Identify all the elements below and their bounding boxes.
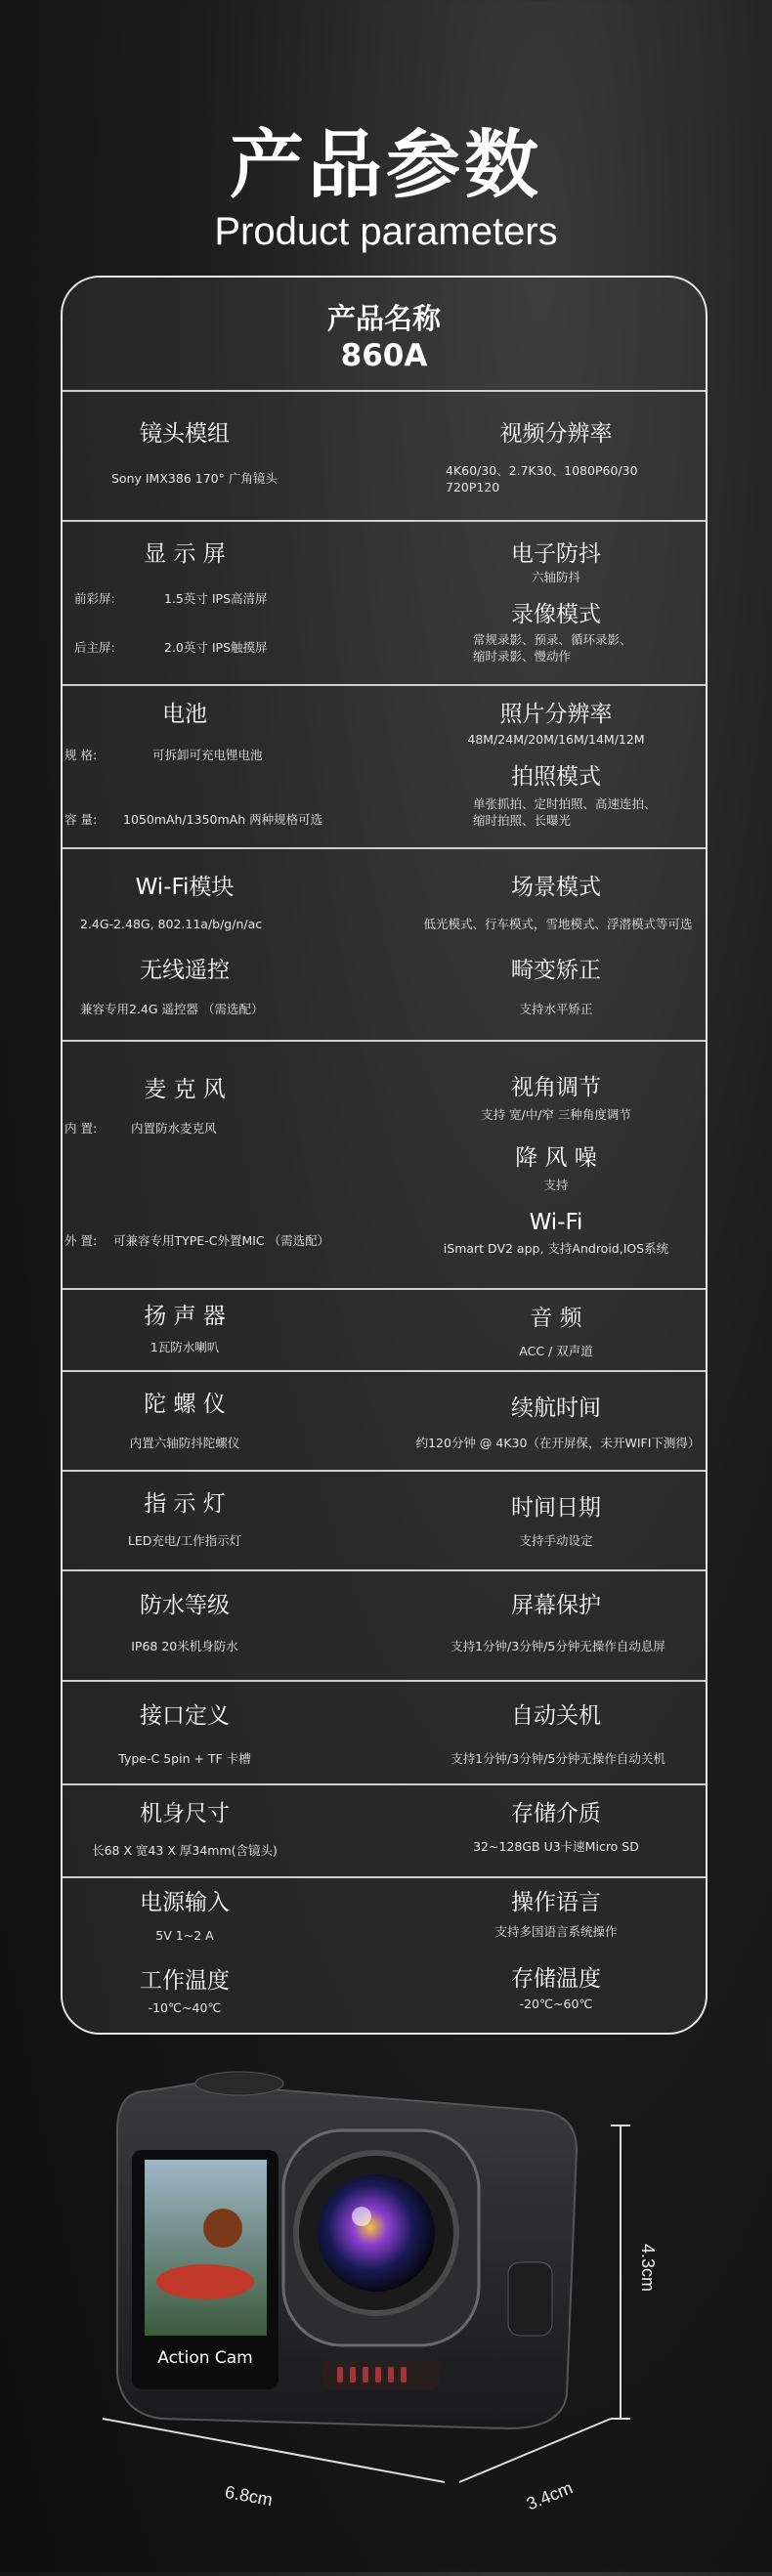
power-value: 5V 1~2 A <box>155 1928 214 1943</box>
datetime-title: 时间日期 <box>511 1495 601 1521</box>
scene-title: 场景模式 <box>511 875 601 900</box>
screensaver-value: 支持1分钟/3分钟/5分钟无操作自动息屏 <box>450 1639 665 1653</box>
indicator-value: LED充电/工作指示灯 <box>127 1533 242 1548</box>
size-value: 长68 X 宽43 X 厚34mm(含镜头) <box>92 1843 278 1858</box>
remote-value: 兼容专用2.4G 遥控器 （需选配） <box>80 1002 264 1016</box>
camera-illustration <box>0 2052 772 2572</box>
interface-value: Type-C 5pin + TF 卡槽 <box>118 1751 251 1766</box>
wifi-module-title: Wi-Fi模块 <box>135 875 235 900</box>
spec-row <box>63 390 706 520</box>
screensaver-title: 屏幕保护 <box>511 1593 601 1618</box>
st-temp-title: 存储温度 <box>511 1966 601 1992</box>
page-title-en: Product parameters <box>214 210 558 253</box>
mic-in-value: 内置防水麦克风 <box>131 1121 217 1136</box>
distortion-value: 支持水平矫正 <box>519 1002 593 1016</box>
mic-title: 麦 克 风 <box>144 1077 226 1102</box>
op-temp-title: 工作温度 <box>140 1968 230 1994</box>
autooff-value: 支持1分钟/3分钟/5分钟无操作自动关机 <box>450 1751 665 1766</box>
size-title: 机身尺寸 <box>140 1801 230 1826</box>
wind-title: 降 风 噪 <box>515 1145 597 1171</box>
spec-row <box>63 847 706 1040</box>
endurance-value: 约120分钟 @ 4K30（在开屏保，未开WIFI下测得） <box>415 1436 701 1450</box>
spec-table <box>61 276 708 2035</box>
stab-value: 六轴防抖 <box>531 570 580 584</box>
wind-value: 支持 <box>543 1178 569 1192</box>
storage-title: 存储介质 <box>511 1801 601 1826</box>
wifi-value: iSmart DV2 app, 支持Android,IOS系统 <box>443 1241 669 1256</box>
indicator-title: 指 示 灯 <box>144 1491 226 1517</box>
distortion-title: 畸变矫正 <box>511 958 601 983</box>
speaker-value: 1瓦防水喇叭 <box>150 1340 220 1354</box>
video-res-value1: 4K60/30、2.7K30、1080P60/30 <box>446 463 638 478</box>
dimension-width: 6.8cm <box>223 2481 275 2511</box>
photo-mode-title: 拍照模式 <box>511 764 601 790</box>
rec-mode-value2: 缩时录影、慢动作 <box>473 649 572 664</box>
photo-res-title: 照片分辨率 <box>499 702 613 727</box>
photo-mode-value2: 缩时拍照、长曝光 <box>473 813 572 828</box>
spec-row <box>63 520 706 684</box>
mic-ext-label: 外 置: <box>64 1233 98 1248</box>
battery-spec-value: 可拆卸可充电锂电池 <box>152 748 263 762</box>
product-model: 860A <box>340 338 428 373</box>
spec-row <box>63 1783 706 1876</box>
power-title: 电源输入 <box>140 1890 230 1915</box>
battery-cap-value: 1050mAh/1350mAh 两种规格可选 <box>123 812 323 827</box>
lens-title: 镜头模组 <box>140 421 230 447</box>
spec-row <box>63 1470 706 1569</box>
video-res-value2: 720P120 <box>446 480 500 494</box>
gyro-value: 内置六轴防抖陀螺仪 <box>129 1436 240 1450</box>
spec-row <box>63 684 706 847</box>
interface-title: 接口定义 <box>140 1703 230 1729</box>
spec-row <box>63 1954 706 2035</box>
mic-ext-value: 可兼容专用TYPE-C外置MIC （需选配） <box>113 1233 330 1248</box>
st-temp-value: -20℃~60℃ <box>519 1996 593 2011</box>
scene-value: 低光模式、行车模式，雪地模式、浮潜模式等可选 <box>423 917 693 931</box>
language-title: 操作语言 <box>511 1890 601 1915</box>
lens-value: Sony IMX386 170° 广角镜头 <box>111 471 278 486</box>
audio-title: 音 频 <box>530 1306 582 1331</box>
dimension-height: 4.3cm <box>638 2243 659 2293</box>
waterproof-value: IP68 20米机身防水 <box>131 1639 238 1653</box>
screen-front-label: 前彩屏: <box>74 591 115 606</box>
rec-mode-value1: 常规录影、预录、循环录影、 <box>473 632 632 647</box>
product-name-row <box>63 278 706 390</box>
audio-value: ACC / 双声道 <box>519 1344 593 1358</box>
mic-in-label: 内 置: <box>64 1121 98 1136</box>
spec-row <box>63 1876 706 1954</box>
fov-title: 视角调节 <box>511 1075 601 1100</box>
camera-screen-text: Action Cam <box>157 2348 253 2368</box>
autooff-title: 自动关机 <box>511 1703 601 1729</box>
wifi-module-value: 2.4G-2.48G, 802.11a/b/g/n/ac <box>80 917 263 931</box>
screen-title: 显 示 屏 <box>144 541 226 567</box>
remote-title: 无线遥控 <box>140 958 230 983</box>
spec-row <box>63 1040 706 1288</box>
screen-front-value: 1.5英寸 IPS高清屏 <box>164 591 268 606</box>
spec-row <box>63 1680 706 1783</box>
screen-rear-label: 后主屏: <box>74 640 115 655</box>
language-value: 支持多国语言系统操作 <box>494 1924 618 1939</box>
op-temp-value: -10℃~40℃ <box>148 2000 222 2015</box>
screen-rear-value: 2.0英寸 IPS触摸屏 <box>164 640 268 655</box>
camera-drawing <box>0 2052 772 2572</box>
photo-mode-value1: 单张抓拍、定时拍照、高速连拍、 <box>473 796 657 811</box>
dimension-depth: 3.4cm <box>523 2477 576 2514</box>
spec-row <box>63 1370 706 1470</box>
waterproof-title: 防水等级 <box>140 1593 230 1618</box>
storage-value: 32~128GB U3卡速Micro SD <box>473 1839 639 1854</box>
spec-row <box>63 1288 706 1370</box>
page-title-cn: 产品参数 <box>230 121 542 208</box>
wifi-title: Wi-Fi <box>529 1210 583 1235</box>
photo-res-value: 48M/24M/20M/16M/14M/12M <box>467 732 645 747</box>
spec-row <box>63 1569 706 1680</box>
stab-title: 电子防抖 <box>511 541 601 567</box>
battery-cap-label: 容 量: <box>64 812 98 827</box>
rec-mode-title: 录像模式 <box>511 602 601 627</box>
video-res-title: 视频分辨率 <box>499 421 613 447</box>
battery-title: 电池 <box>162 702 207 727</box>
product-name-label: 产品名称 <box>326 302 441 335</box>
speaker-title: 扬 声 器 <box>144 1304 226 1329</box>
battery-spec-label: 规 格: <box>64 748 98 762</box>
gyro-title: 陀 螺 仪 <box>144 1392 226 1417</box>
datetime-value: 支持手动设定 <box>519 1533 593 1548</box>
endurance-title: 续航时间 <box>511 1395 601 1421</box>
fov-value: 支持 宽/中/窄 三种角度调节 <box>481 1107 631 1122</box>
